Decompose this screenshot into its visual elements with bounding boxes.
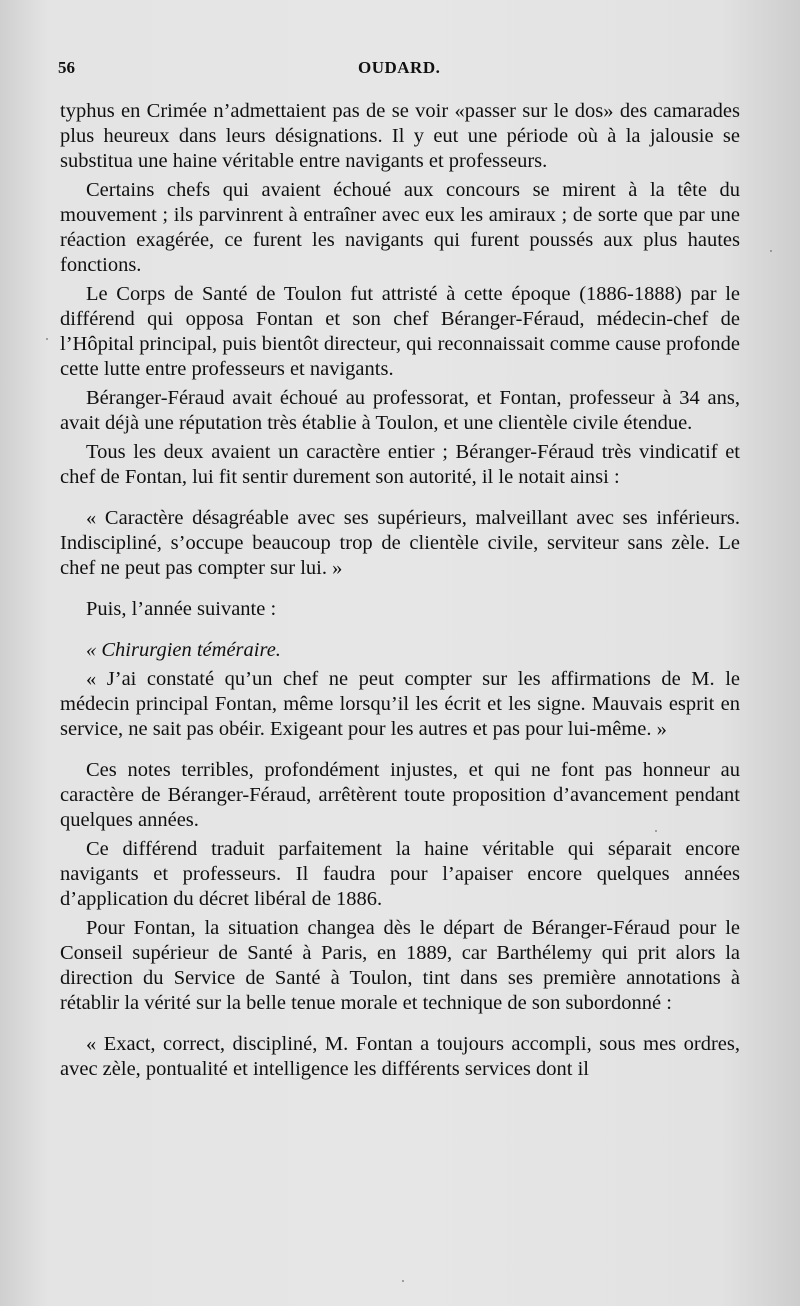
quote-chirurgien-temeraire bbox=[60, 638, 740, 663]
scan-speck bbox=[655, 830, 657, 832]
paragraph-differend: Ce différend traduit parfaitement la haine véritable qui séparait encore navigants et professeurs. Il faudra pour l’apaiser encore quelques années d’application du décret libéral de 1886. bbox=[60, 838, 740, 910]
running-head bbox=[58, 58, 740, 86]
page-number: 56 bbox=[58, 58, 75, 77]
paragraph-professorat: Béranger-Féraud avait échoué au professorat, et Fontan, professeur à 34 ans, avait déjà une réputation très établie à Toulon, et une clientèle civile étendue. bbox=[60, 387, 740, 434]
quote-first-notation: « Caractère désagréable avec ses supérieurs, malveillant avec ses inférieurs. Indiscipliné, s’occupe beaucoup trop de clientèle civile, serviteur sans zèle. Le chef ne peut pas compter sur lui. » bbox=[60, 507, 740, 579]
paragraph-corps-de-sante: Le Corps de Santé de Toulon fut attristé à cette époque (1886-1888) par le différend qui opposa Fontan et son chef Béranger-Féraud, médecin-chef de l’Hôpital principal, puis bientôt directeur, qui reconnaissait comme cause profonde cette lutte entre professeurs et navigants. bbox=[60, 283, 740, 380]
scan-speck bbox=[46, 338, 48, 340]
quote-chirurgien-temeraire-text: « Chirurgien téméraire. bbox=[86, 639, 281, 661]
paragraph-continuation: typhus en Crimée n’admettaient pas de se voir «passer sur le dos» des camarades plus heureux dans leurs désignations. Il y eut une période où à la jalousie se substitua une haine véritable entre navigants et professeurs. bbox=[60, 100, 740, 172]
paragraph-situation-changea: Pour Fontan, la situation changea dès le départ de Béranger-Féraud pour le Conseil supérieur de Santé à Paris, en 1889, car Barthélemy qui prit alors la direction du Service de Santé à Toulon, tint dans ses première annotations à rétablir la vérité sur la belle tenue morale et technique de son subordonné : bbox=[60, 917, 740, 1014]
quote-second-notation: « J’ai constaté qu’un chef ne peut compter sur les affirmations de M. le médecin principal Fontan, même lorsqu’il les écrit et les signe. Mauvais esprit en service, ne sait pas obéir. Exigeant pour les autres et pas pour lui-même. » bbox=[60, 668, 740, 740]
body-text bbox=[60, 99, 740, 1086]
running-title: OUDARD. bbox=[358, 58, 441, 77]
scan-speck bbox=[402, 1280, 404, 1282]
paragraph-caractere-entier: Tous les deux avaient un caractère entier ; Béranger-Féraud très vindicatif et chef de Fontan, lui fit sentir durement son autorité, il le notait ainsi : bbox=[60, 441, 740, 488]
paragraph-notes-terribles: Ces notes terribles, profondément injustes, et qui ne font pas honneur au caractère de Béranger-Féraud, arrêtèrent toute proposition d’avancement pendant quelques années. bbox=[60, 759, 740, 831]
paragraph-annee-suivante: Puis, l’année suivante : bbox=[86, 598, 277, 620]
paragraph-chefs-concours: Certains chefs qui avaient échoué aux concours se mirent à la tête du mouvement ; ils parvinrent à entraîner avec eux les amiraux ; de sorte que par une réaction exagérée, ce furent les navigants qui furent poussés aux plus hautes fonctions. bbox=[60, 179, 740, 276]
scan-speck bbox=[770, 250, 772, 252]
quote-barthelemy-notation: « Exact, correct, discipliné, M. Fontan a toujours accompli, sous mes ordres, avec zèle, pontualité et intelligence les différents services dont il bbox=[60, 1033, 740, 1080]
